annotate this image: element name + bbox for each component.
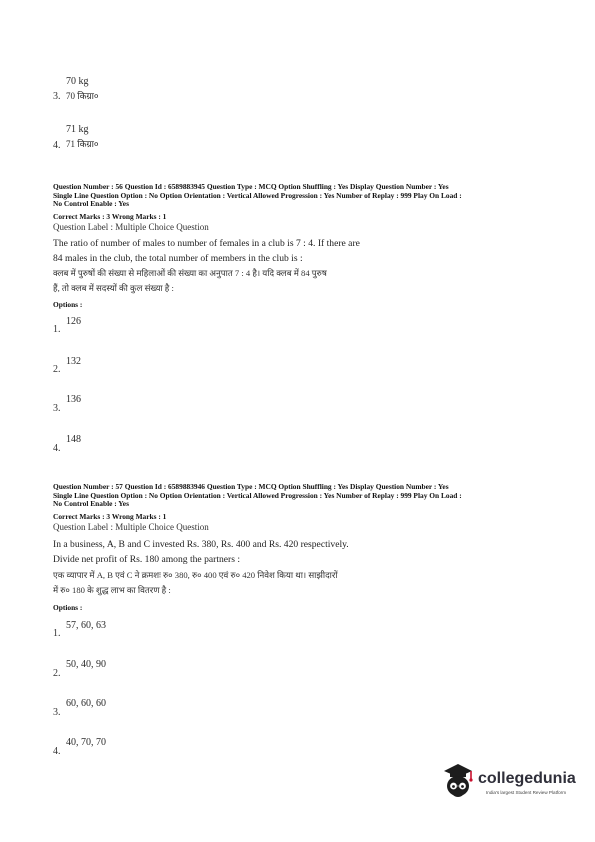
- q57-option-2-value: 50, 40, 90: [66, 659, 106, 670]
- q56-question-label: Question Label : Multiple Choice Question: [53, 222, 209, 232]
- q56-option-3-number: 3.: [53, 403, 61, 414]
- q57-meta-line-1: Question Number : 57 Question Id : 6589883946 Question Type : MCQ Option Shuffling : Yes Display Question Number : Yes: [53, 482, 449, 491]
- q57-meta-line-3: No Control Enable : Yes: [53, 499, 129, 509]
- q57-question-label: Question Label : Multiple Choice Question: [53, 522, 209, 532]
- q56-option-4-value: 148: [66, 434, 81, 445]
- logo-wordmark: collegedunia: [478, 770, 576, 787]
- q57-question-text-en: [53, 538, 349, 567]
- q57-options-label: Options :: [53, 603, 83, 612]
- q57-option-4-value: 40, 70, 70: [66, 737, 106, 748]
- q56-option-2-number: 2.: [53, 364, 61, 375]
- q57-text-en-line-2: Divide net profit of Rs. 180 among the partners :: [53, 553, 241, 565]
- q57-text-hi-line-2: में रु० 180 के शुद्ध लाभ का वितरण है :: [53, 584, 171, 595]
- prev-option-4-number: 4.: [53, 140, 61, 151]
- prev-option-3-en: 70 kg: [66, 76, 89, 87]
- q56-text-en-line-1: The ratio of number of males to number of females in a club is 7 : 4. If there are: [53, 238, 360, 249]
- q56-option-1-value: 126: [66, 316, 81, 327]
- q56-marks: Correct Marks : 3 Wrong Marks : 1: [53, 212, 167, 221]
- q57-text-hi-line-1: एक व्यापार में A, B एवं C ने क्रमशः रु० 380, रु० 400 एवं रु० 420 निवेश किया था। साझीदारों: [53, 570, 338, 580]
- q56-options-label: Options :: [53, 300, 83, 309]
- q57-option-1-value: 57, 60, 63: [66, 620, 106, 631]
- q57-meta: [53, 483, 462, 509]
- q56-option-3-value: 136: [66, 394, 81, 405]
- q57-question-text-hi: [53, 568, 338, 597]
- q57-option-2-number: 2.: [53, 668, 61, 679]
- q56-question-text-en: [53, 237, 360, 266]
- q56-option-4-number: 4.: [53, 443, 61, 454]
- q57-marks: Correct Marks : 3 Wrong Marks : 1: [53, 512, 167, 521]
- collegedunia-logo: [438, 762, 588, 810]
- q57-option-1-number: 1.: [53, 628, 61, 639]
- q57-option-3-number: 3.: [53, 707, 61, 718]
- q56-option-1-number: 1.: [53, 324, 61, 335]
- q57-text-en-line-1: In a business, A, B and C invested Rs. 380, Rs. 400 and Rs. 420 respectively.: [53, 539, 349, 550]
- prev-option-3-number: 3.: [53, 91, 61, 102]
- q56-text-hi-line-2: हैं, तो क्लब में सदस्यों की कुल संख्या है :: [53, 282, 174, 293]
- q56-meta-line-2: Single Line Question Option : No Option Orientation : Vertical Allowed Progression : Yes Number of Replay : 999 Play On Load :: [53, 190, 462, 200]
- q57-option-3-value: 60, 60, 60: [66, 698, 106, 709]
- q56-meta: [53, 183, 462, 209]
- q56-meta-line-3: No Control Enable : Yes: [53, 199, 129, 209]
- q57-option-4-number: 4.: [53, 746, 61, 757]
- q56-meta-line-1: Question Number : 56 Question Id : 6589883945 Question Type : MCQ Option Shuffling : Yes Display Question Number : Yes: [53, 182, 449, 191]
- prev-option-4-en: 71 kg: [66, 124, 89, 135]
- q56-option-2-value: 132: [66, 356, 81, 367]
- q56-text-hi-line-1: क्लब में पुरुषों की संख्या से महिलाओं की संख्या का अनुपात 7 : 4 है। यदि क्लब में 84 पुरुष: [53, 268, 327, 278]
- q56-text-en-line-2: 84 males in the club, the total number of members in the club is :: [53, 252, 303, 264]
- q56-question-text-hi: [53, 266, 327, 295]
- prev-option-3-hi: 70 किग्रा०: [66, 91, 99, 101]
- prev-option-4-hi: 71 किग्रा०: [66, 139, 99, 149]
- mascot-icon: [438, 762, 476, 804]
- q57-meta-line-2: Single Line Question Option : No Option Orientation : Vertical Allowed Progression : Yes Number of Replay : 999 Play On Load :: [53, 490, 462, 500]
- logo-tagline: India's largest Student Review Platform: [486, 790, 567, 795]
